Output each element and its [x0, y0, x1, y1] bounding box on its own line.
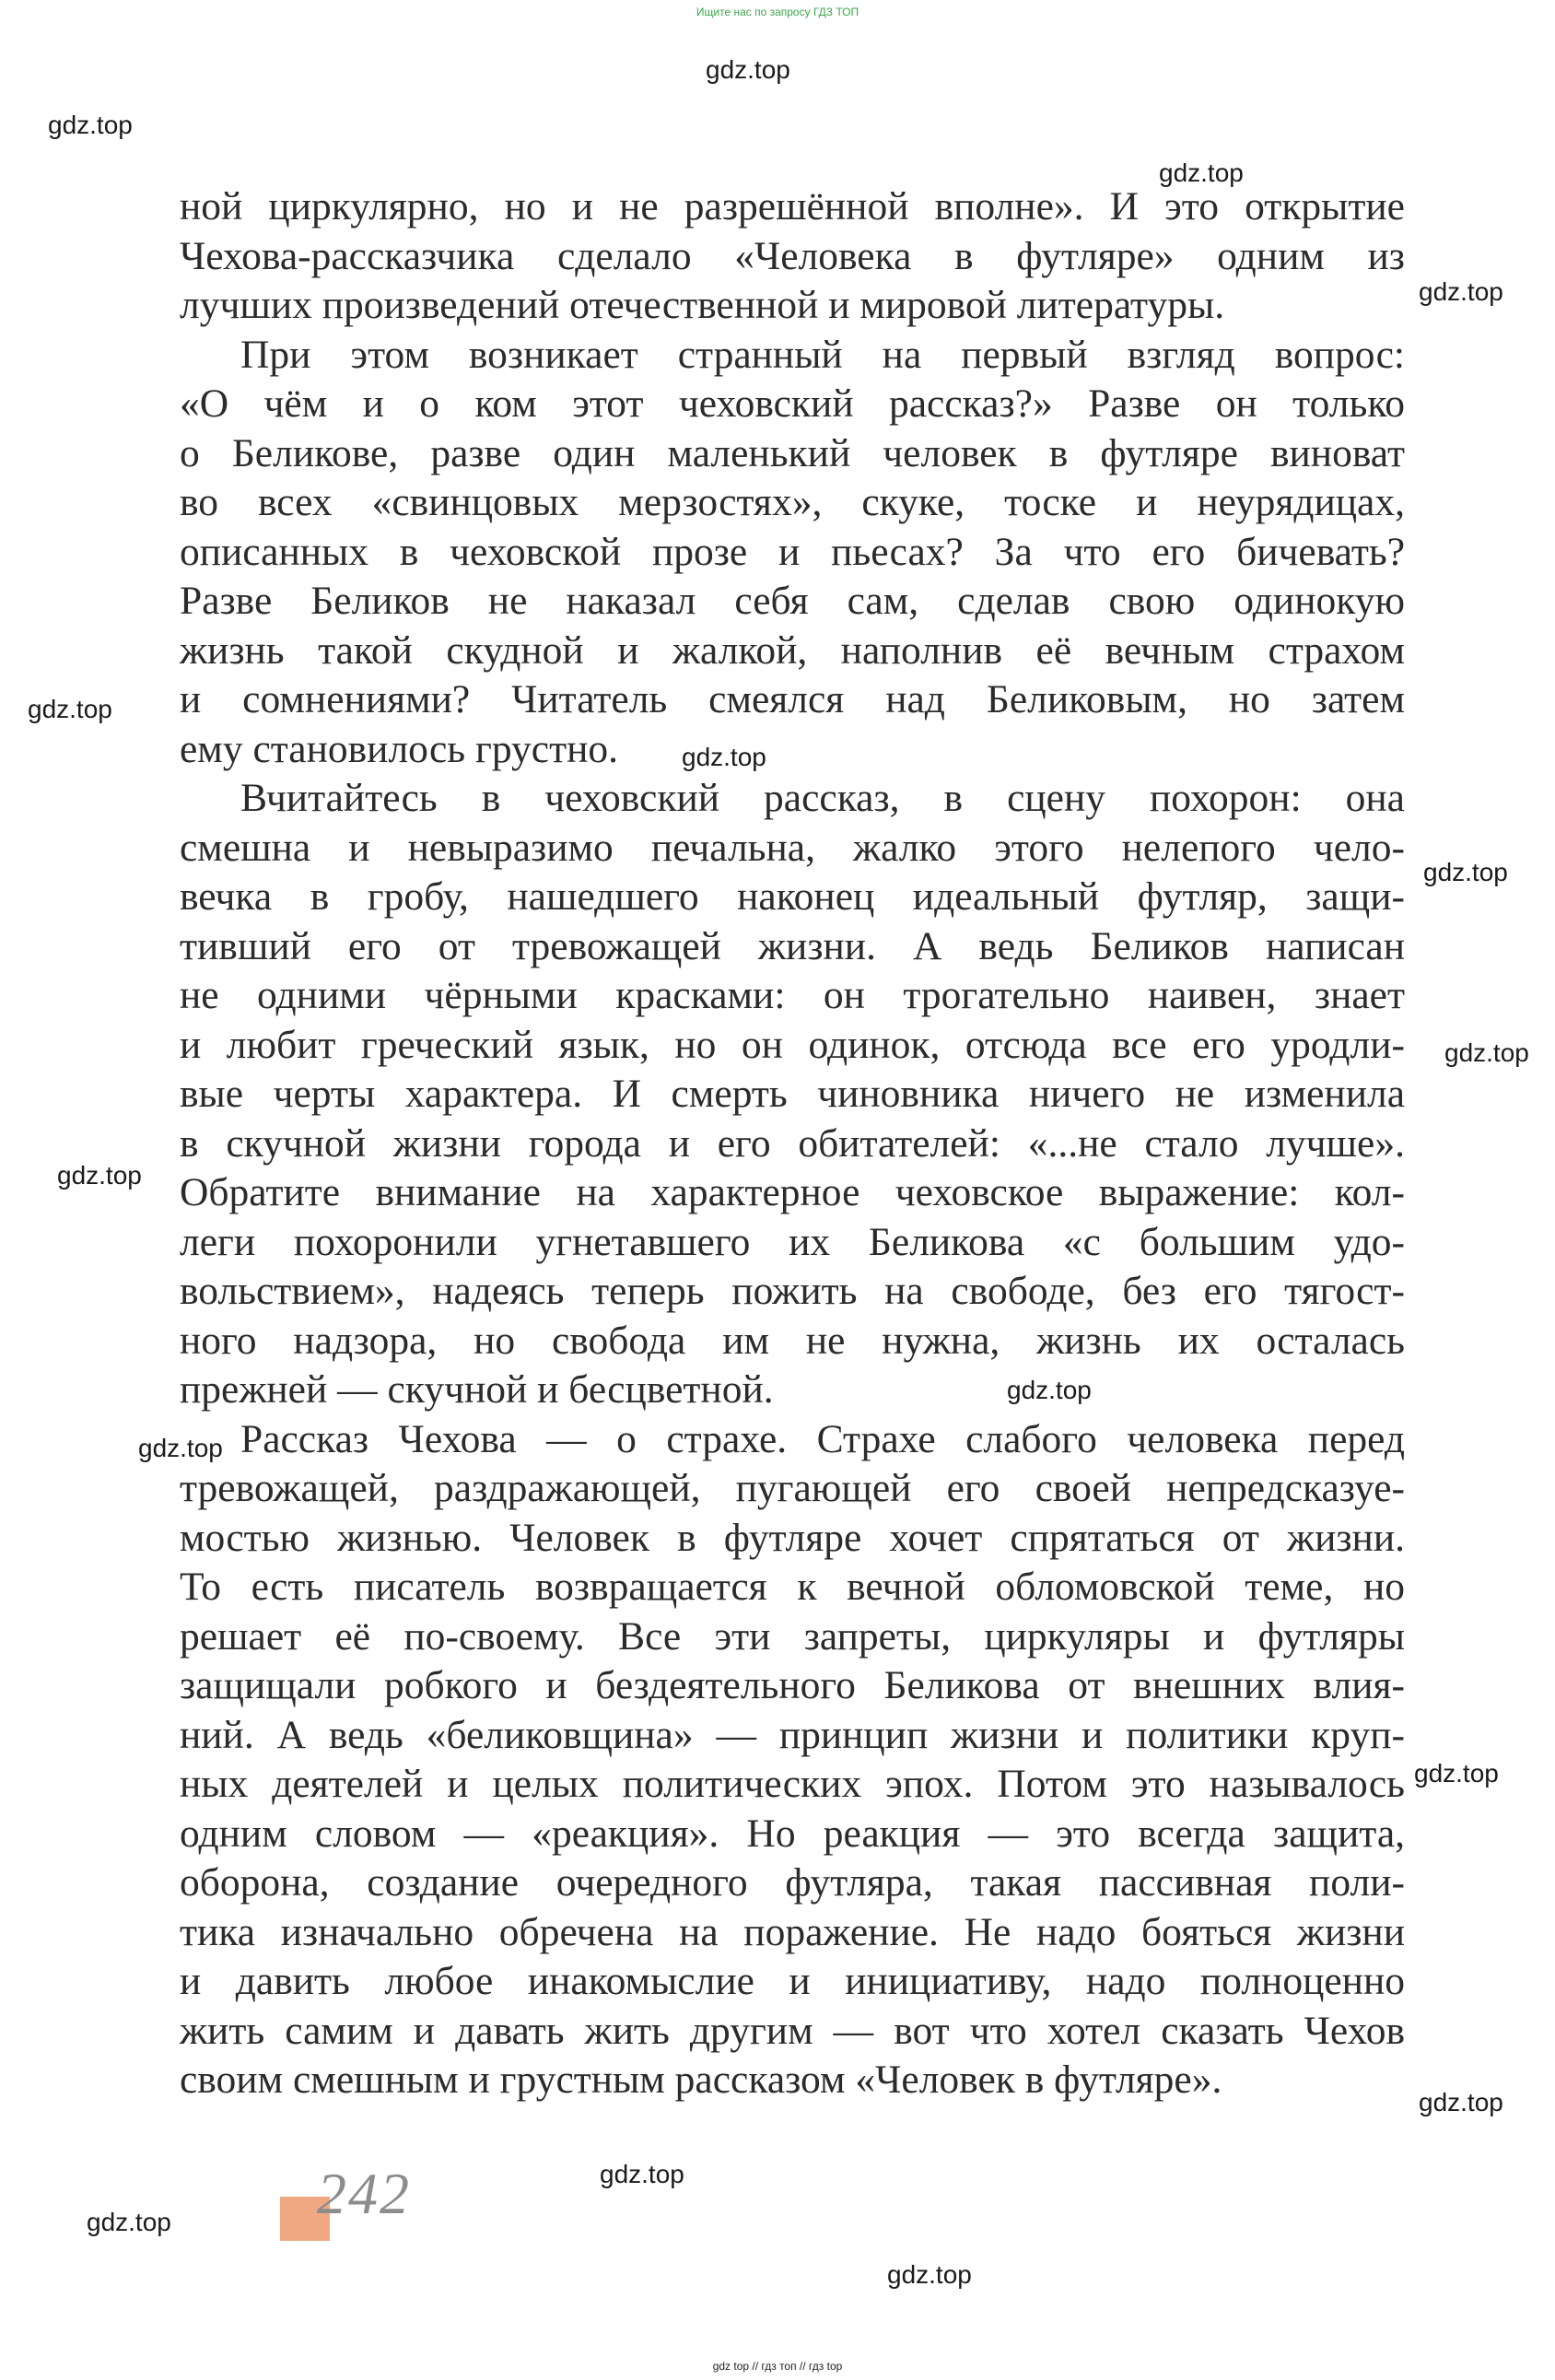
text-line: не одними чёрными красками: он трогательно наивен, знает [180, 973, 1405, 1017]
watermark-link[interactable]: gdz.top [887, 2260, 972, 2289]
watermark-link[interactable]: gdz.top [1159, 158, 1244, 187]
paragraph-4 [180, 1415, 1405, 2105]
top-banner[interactable]: Ищите нас по запросу ГДЗ ТОП [696, 6, 859, 18]
text-line: смешна и невыразимо печальна, жалко этого нелепого чело- [180, 825, 1405, 870]
page-body [180, 182, 1405, 2105]
text-line: во всех «свинцовых мерзостях», скуке, тоске и неурядицах, [180, 480, 1405, 524]
watermark-link[interactable]: gdz.top [138, 1434, 223, 1462]
text-line: одним словом — «реакция». Но реакция — это всегда защита, [180, 1811, 1405, 1856]
text-line: решает её по-своему. Все эти запреты, циркуляры и футляры [180, 1613, 1405, 1659]
text-line: о Беликове, разве один маленький человек в футляре виноват [180, 430, 1405, 475]
watermark-link[interactable]: gdz.top [87, 2208, 171, 2236]
text-line: ему становилось грустно. [180, 726, 619, 771]
text-line: ний. А ведь «беликовщина» — принцип жизни и политики круп- [180, 1712, 1405, 1757]
text-line: лучших произведений отечественной и мировой литературы. [180, 283, 1225, 327]
text-line: То есть писатель возвращается к вечной обломовской теме, но [180, 1565, 1405, 1609]
watermark-link[interactable]: gdz.top [706, 55, 790, 84]
watermark-link[interactable]: gdz.top [682, 743, 766, 771]
text-line: жизнь такой скудной и жалкой, наполнив её вечным страхом [180, 627, 1405, 673]
watermark-link[interactable]: gdz.top [28, 695, 112, 723]
text-line: Вчитайтесь в чеховский рассказ, в сцену похорон: она [240, 776, 1405, 820]
paragraph-1 [180, 182, 1405, 331]
text-line: тревожащей, раздражающей, пугающей его своей непредсказуе- [180, 1466, 1405, 1510]
watermark-link[interactable]: gdz.top [600, 2160, 684, 2188]
text-line: Разве Беликов не наказал себя сам, сделав свою одинокую [180, 579, 1405, 623]
text-line: и давить любое инакомыслие и инициативу, надо полноценно [180, 1959, 1405, 2003]
text-line: вые черты характера. И смерть чиновника ничего не изменила [180, 1072, 1405, 1116]
paragraph-3 [180, 774, 1405, 1415]
text-line: прежней — скучной и бесцветной. [180, 1367, 774, 1412]
text-line: леги похоронили угнетавшего их Беликова «с большим удо- [180, 1219, 1405, 1264]
text-line: «О чём и о ком этот чеховский рассказ?» Разве он только [180, 381, 1405, 426]
footer-links[interactable]: gdz top // гдз топ // гдз top [712, 2360, 843, 2373]
watermark-link[interactable]: gdz.top [48, 111, 133, 139]
watermark-link[interactable]: gdz.top [1419, 2088, 1503, 2116]
text-line: Чехова-рассказчика сделало «Человека в футляре» одним из [180, 233, 1405, 278]
text-line: Обратите внимание на характерное чеховское выражение: кол- [180, 1170, 1405, 1214]
text-line: оборона, создание очередного футляра, такая пассивная поли- [180, 1860, 1405, 1905]
page-number: 242 [317, 2161, 411, 2226]
watermark-link[interactable]: gdz.top [1419, 277, 1503, 306]
watermark-link[interactable]: gdz.top [1423, 858, 1508, 886]
paragraph-2 [180, 331, 1405, 775]
watermark-link[interactable]: gdz.top [1007, 1376, 1092, 1404]
text-line: При этом возникает странный на первый взгляд вопрос: [240, 332, 1405, 377]
text-line: тивший его от тревожащей жизни. А ведь Беликов написан [180, 923, 1405, 968]
text-line: ных деятелей и целых политических эпох. Потом это называлось [180, 1762, 1405, 1806]
watermark-link[interactable]: gdz.top [1414, 1759, 1499, 1788]
text-line: тика изначально обречена на поражение. Не надо бояться жизни [180, 1909, 1405, 1954]
watermark-link[interactable]: gdz.top [1444, 1038, 1529, 1067]
text-line: описанных в чеховской прозе и пьесах? За что его бичевать? [180, 529, 1405, 574]
text-line: жить самим и давать жить другим — вот что хотел сказать Чехов [180, 2008, 1405, 2053]
text-line: мостью жизнью. Человек в футляре хочет спрятаться от жизни. [180, 1515, 1405, 1560]
text-line: вечка в гробу, нашедшего наконец идеальный футляр, защи- [180, 874, 1405, 919]
text-line: и любит греческий язык, но он одинок, отсюда все его уродли- [180, 1022, 1405, 1067]
text-line: ной циркулярно, но и не разрешённой вполне». И это открытие [180, 184, 1405, 229]
text-line: и сомнениями? Читатель смеялся над Беликовым, но затем [180, 677, 1405, 721]
text-line: ного надзора, но свобода им не нужна, жизнь их осталась [180, 1318, 1405, 1363]
text-line: в скучной жизни города и его обитателей: «...не стало лучше». [180, 1120, 1405, 1166]
watermark-link[interactable]: gdz.top [57, 1161, 142, 1190]
text-line: своим смешным и грустным рассказом «Человек в футляре». [180, 2058, 1222, 2102]
text-line: вольствием», надеясь теперь пожить на свободе, без его тягост- [180, 1269, 1405, 1313]
text-line: Рассказ Чехова — о страхе. Страхе слабого человека перед [240, 1416, 1405, 1461]
text-line: защищали робкого и бездеятельного Беликова от внешних влия- [180, 1663, 1405, 1707]
